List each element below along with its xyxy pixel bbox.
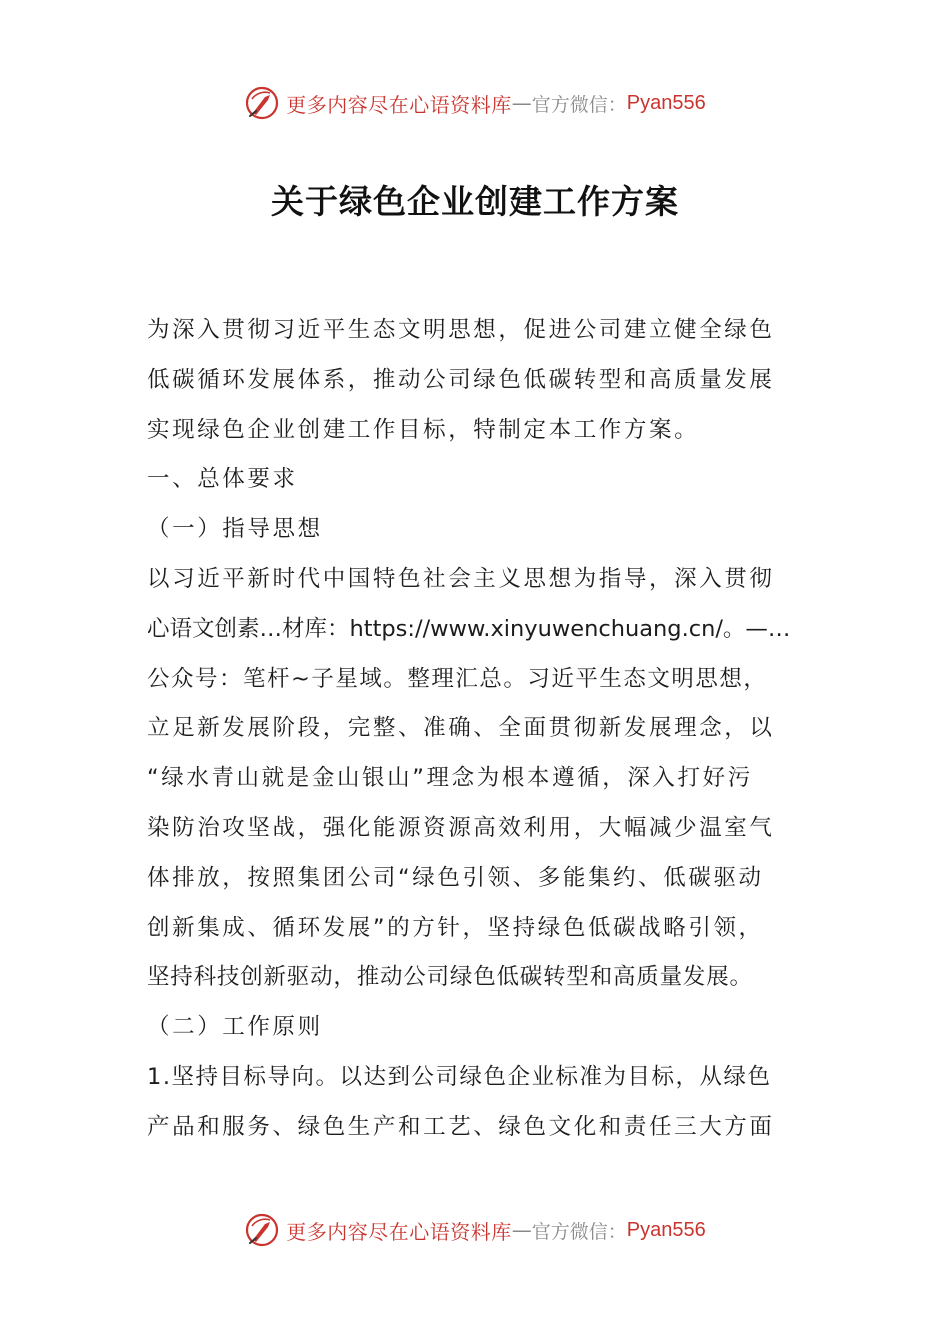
- footer-banner: [0, 1210, 950, 1250]
- subsection-heading: （一）指导思想: [147, 516, 323, 543]
- body-line: 1.坚持目标导向。以达到公司绿色企业标准为目标，从绿色: [147, 1063, 772, 1090]
- body-line: 体排放，按照集团公司“绿色引领、多能集约、低碳驱动: [147, 864, 764, 891]
- banner-dash: —: [511, 1218, 532, 1242]
- body-line: “绿水青山就是金山银山”理念为根本遵循，深入打好污: [147, 765, 753, 792]
- body-line: 为深入贯彻习近平生态文明思想，促进公司建立健全绿色: [147, 317, 775, 343]
- body-line-watermark-link: 心语文创素…材库：https://www.xinyuwenchuang.cn/。—…: [147, 615, 791, 642]
- body-line: 坚持科技创新驱动，推动公司绿色低碳转型和高质量发展。: [147, 964, 753, 991]
- body-line: 公众号：笔杆~子星域。整理汇总。习近平生态文明思想，: [147, 665, 768, 692]
- section-heading: 一、总体要求: [147, 466, 298, 493]
- body-line: 实现绿色企业创建工作目标，特制定本工作方案。: [147, 416, 700, 443]
- body-line: 创新集成、循环发展”的方针，坚持绿色低碳战略引领，: [147, 914, 764, 941]
- banner-dash: —: [511, 91, 532, 115]
- banner-wechat-label: 官方微信：: [531, 1220, 627, 1243]
- body-line: 立足新发展阶段，完整、准确、全面贯彻新发展理念，以: [147, 715, 775, 742]
- banner-wechat-label: 官方微信：: [531, 93, 627, 116]
- body-line: 低碳循环发展体系，推动公司绿色低碳转型和高质量发展: [147, 366, 775, 393]
- pen-nib-logo-icon: [244, 85, 280, 121]
- document-title: 关于绿色企业创建工作方案: [271, 182, 679, 221]
- banner-wechat-id: Pyan556: [626, 91, 706, 114]
- body-line: 产品和服务、绿色生产和工艺、绿色文化和责任三大方面: [147, 1113, 775, 1140]
- banner-promo-text: 更多内容尽在心语资料库: [286, 92, 512, 117]
- body-line: 染防治攻坚战，强化能源资源高效利用，大幅减少温室气: [147, 814, 775, 841]
- document-body: [147, 306, 807, 1153]
- header-banner: [0, 83, 950, 123]
- body-line: 以习近平新时代中国特色社会主义思想为指导，深入贯彻: [147, 565, 775, 592]
- subsection-heading: （二）工作原则: [147, 1014, 323, 1041]
- pen-nib-logo-icon: [244, 1212, 280, 1248]
- banner-promo-text: 更多内容尽在心语资料库: [286, 1219, 512, 1244]
- banner-wechat-id: Pyan556: [626, 1218, 706, 1241]
